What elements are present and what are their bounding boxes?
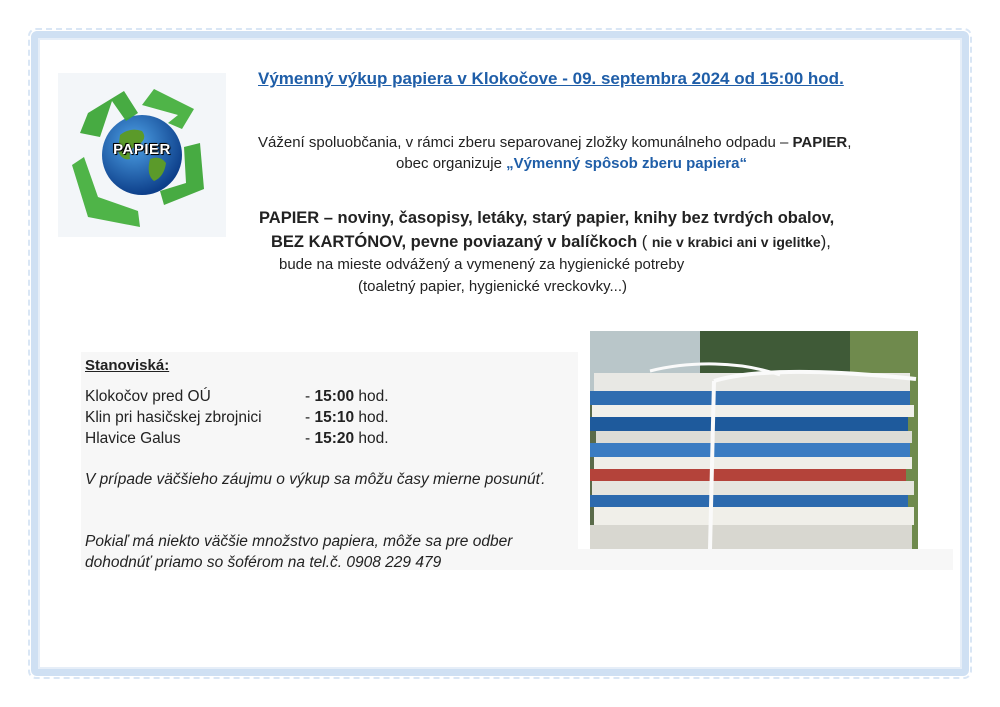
logo-label: PAPIER <box>113 141 171 158</box>
stop-place: Hlavice Galus <box>85 430 181 447</box>
stop-unit: hod. <box>354 409 389 426</box>
packing-rule-note: nie v krabici ani v igelitke <box>651 234 821 250</box>
intro-quote: „Výmenný spôsob zberu papiera“ <box>506 155 747 172</box>
accepted-items: PAPIER – noviny, časopisy, letáky, starý papier, knihy bez tvrdých obalov, <box>259 209 835 227</box>
intro-bold-word: PAPIER <box>792 134 848 151</box>
stop-dash: - <box>305 388 315 405</box>
stop-unit: hod. <box>354 388 389 405</box>
intro-line-1 <box>258 132 958 153</box>
stop-place: Klin pri hasičskej zbrojnici <box>85 409 262 426</box>
intro-paragraph <box>258 132 958 174</box>
stops-box-extension <box>578 549 953 570</box>
intro-text: Vážení spoluobčania, v rámci zberu separovanej zložky komunálneho odpadu – <box>258 134 793 151</box>
stops-title: Stanoviská: <box>85 357 170 374</box>
stop-dash: - <box>305 409 315 426</box>
stops-schedule <box>85 386 389 449</box>
stop-unit: hod. <box>354 430 389 447</box>
intro-text-2: obec organizuje <box>396 155 507 172</box>
stop-time: 15:20 <box>314 430 355 447</box>
newspaper-bundle-photo <box>590 331 918 549</box>
stop-time: 15:10 <box>314 409 355 426</box>
intro-comma: , <box>847 134 852 151</box>
stop-dash: - <box>305 430 315 447</box>
stop-time: 15:00 <box>314 388 355 405</box>
paren-open: ( <box>637 233 652 251</box>
stop-row <box>85 386 389 407</box>
collection-description <box>254 206 974 298</box>
exchange-info: bude na mieste odvážený a vymenený za hygienické potreby <box>279 256 685 273</box>
exchange-examples: (toaletný papier, hygienické vreckovky...) <box>358 278 628 295</box>
large-quantity-note: Pokiaľ má niekto väčšie množstvo papiera, môže sa pre odber dohodnúť priamo so šoférom na tel.č. 0908 229 479 <box>85 533 513 571</box>
page-title: Výmenný výkup papiera v Klokočove - 09. septembra 2024 od 15:00 hod. <box>258 69 844 88</box>
paren-close: ), <box>820 233 831 251</box>
time-shift-note: V prípade väčšieho záujmu o výkup sa môžu časy mierne posunúť. <box>85 471 546 488</box>
newspaper-illustration <box>590 331 918 549</box>
packing-rule <box>254 230 974 254</box>
stop-row <box>85 407 389 428</box>
stop-place: Klokočov pred OÚ <box>85 388 211 405</box>
recycling-globe-icon <box>58 73 226 237</box>
intro-line-2 <box>258 153 958 174</box>
packing-rule-bold: BEZ KARTÓNOV, pevne poviazaný v balíčkoch <box>271 233 638 251</box>
stop-row <box>85 428 389 449</box>
